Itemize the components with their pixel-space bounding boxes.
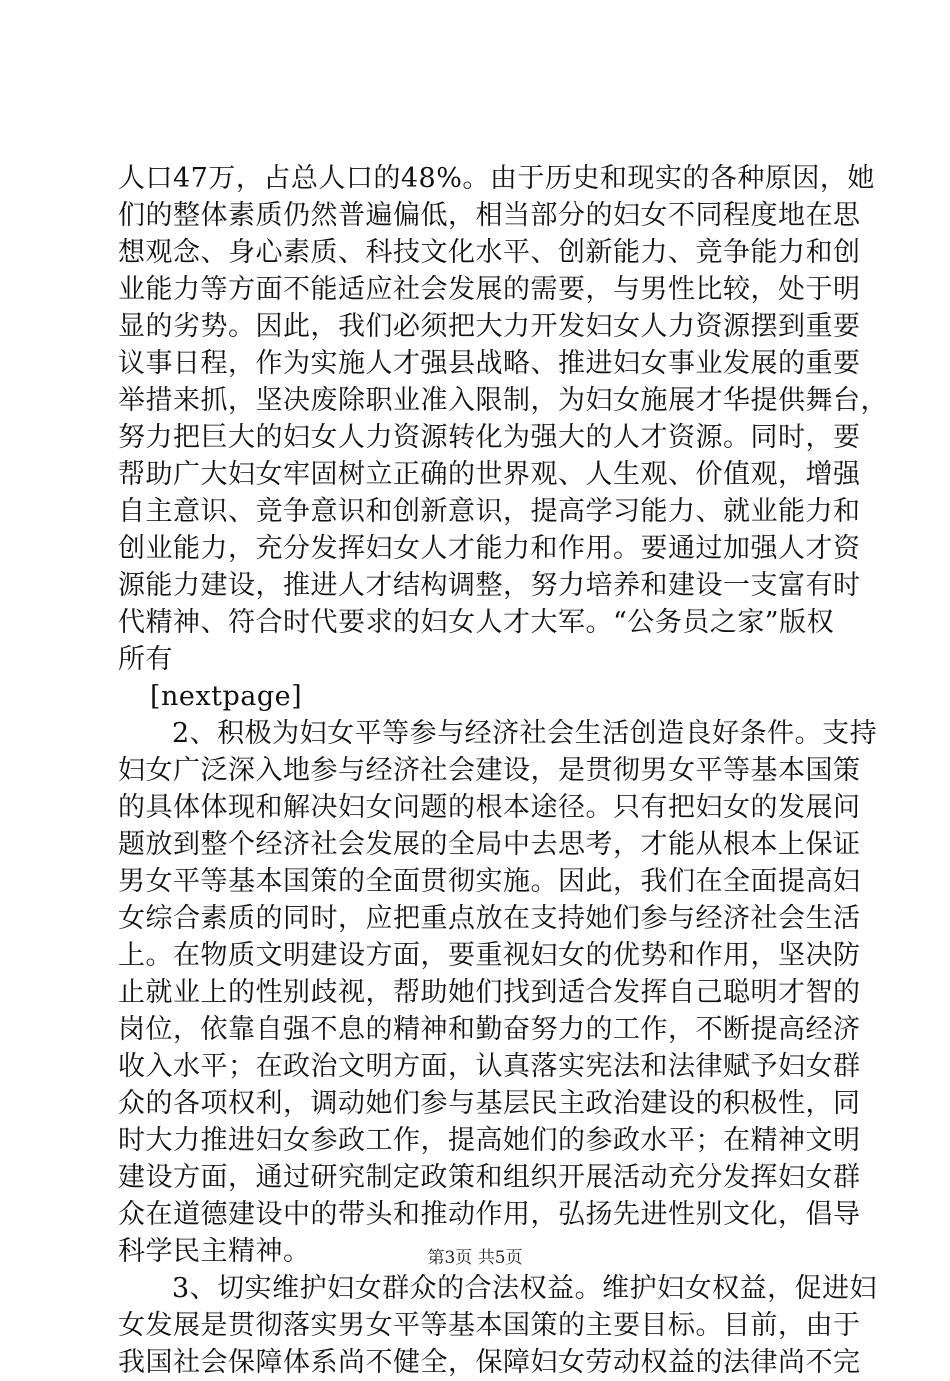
text-line: 业能力等方面不能适应社会发展的需要，与男性比较，处于明 (118, 274, 861, 305)
text-line: 众的各项权利，调动她们参与基层民主政治建设的积极性，同 (118, 1088, 861, 1119)
text-line: 举措来抓，坚决废除职业准入限制，为妇女施展才华提供舞台， (118, 385, 888, 416)
text-line: 时大力推进妇女参政工作，提高她们的参政水平；在精神文明 (118, 1125, 861, 1156)
text-line: 收入水平；在政治文明方面，认真落实宪法和法律赋予妇女群 (118, 1051, 861, 1082)
text-line: 帮助广大妇女牢固树立正确的世界观、人生观、价值观，增强 (118, 459, 861, 490)
text-line: 想观念、身心素质、科技文化水平、创新能力、竞争能力和创 (118, 237, 861, 268)
text-line: 3、切实维护妇女群众的合法权益。维护妇女权益，促进妇 (172, 1273, 878, 1304)
text-line: 的具体体现和解决妇女问题的根本途径。只有把妇女的发展问 (118, 792, 861, 823)
page-indicator: 第3页 共5页 (427, 1248, 523, 1268)
text-line: 我国社会保障体系尚不健全，保障妇女劳动权益的法律尚不完 (118, 1347, 861, 1378)
text-line: 题放到整个经济社会发展的全局中去思考，才能从根本上保证 (118, 829, 861, 860)
document-body (118, 160, 888, 1381)
text-line: 岗位，依靠自强不息的精神和勤奋努力的工作，不断提高经济 (118, 1014, 861, 1045)
paragraph-2 (118, 715, 878, 1270)
text-line: 止就业上的性别歧视，帮助她们找到适合发挥自己聪明才智的 (118, 977, 861, 1008)
text-line: 议事日程，作为实施人才强县战略、推进妇女事业发展的重要 (118, 348, 861, 379)
text-line: 努力把巨大的妇女人力资源转化为强大的人才资源。同时，要 (118, 422, 861, 453)
text-line: 创业能力，充分发挥妇女人才能力和作用。要通过加强人才资 (118, 533, 861, 564)
text-line: 们的整体素质仍然普遍偏低，相当部分的妇女不同程度地在思 (118, 200, 861, 231)
text-line: 显的劣势。因此，我们必须把大力开发妇女人力资源摆到重要 (118, 311, 861, 342)
text-line: 科学民主精神。 (118, 1236, 311, 1267)
text-line: 男女平等基本国策的全面贯彻实施。因此，我们在全面提高妇 (118, 866, 861, 897)
text-line: 女综合素质的同时，应把重点放在支持她们参与经济社会生活 (118, 903, 861, 934)
text-line: 众在道德建设中的带头和推动作用，弘扬先进性别文化，倡导 (118, 1199, 861, 1230)
nextpage-marker: [nextpage] (150, 681, 303, 712)
text-line: 源能力建设，推进人才结构调整，努力培养和建设一支富有时 (118, 570, 861, 601)
text-line: 自主意识、竞争意识和创新意识，提高学习能力、就业能力和 (118, 496, 861, 527)
text-line: 上。在物质文明建设方面，要重视妇女的优势和作用，坚决防 (118, 940, 861, 971)
text-line: 妇女广泛深入地参与经济社会建设，是贯彻男女平等基本国策 (118, 755, 861, 786)
text-line: 所有 (118, 644, 173, 675)
text-line: 女发展是贯彻落实男女平等基本国策的主要目标。目前，由于 (118, 1310, 861, 1341)
text-line: 代精神、符合时代要求的妇女人才大军。“公务员之家”版权 (118, 607, 835, 638)
text-line: 人口47万，占总人口的48%。由于历史和现实的各种原因，她 (118, 163, 875, 194)
paragraph-1 (118, 160, 888, 678)
paragraph-3 (118, 1270, 878, 1381)
text-line: 2、积极为妇女平等参与经济社会生活创造良好条件。支持 (172, 718, 878, 749)
text-line: 建设方面，通过研究制定政策和组织开展活动充分发挥妇女群 (118, 1162, 861, 1193)
